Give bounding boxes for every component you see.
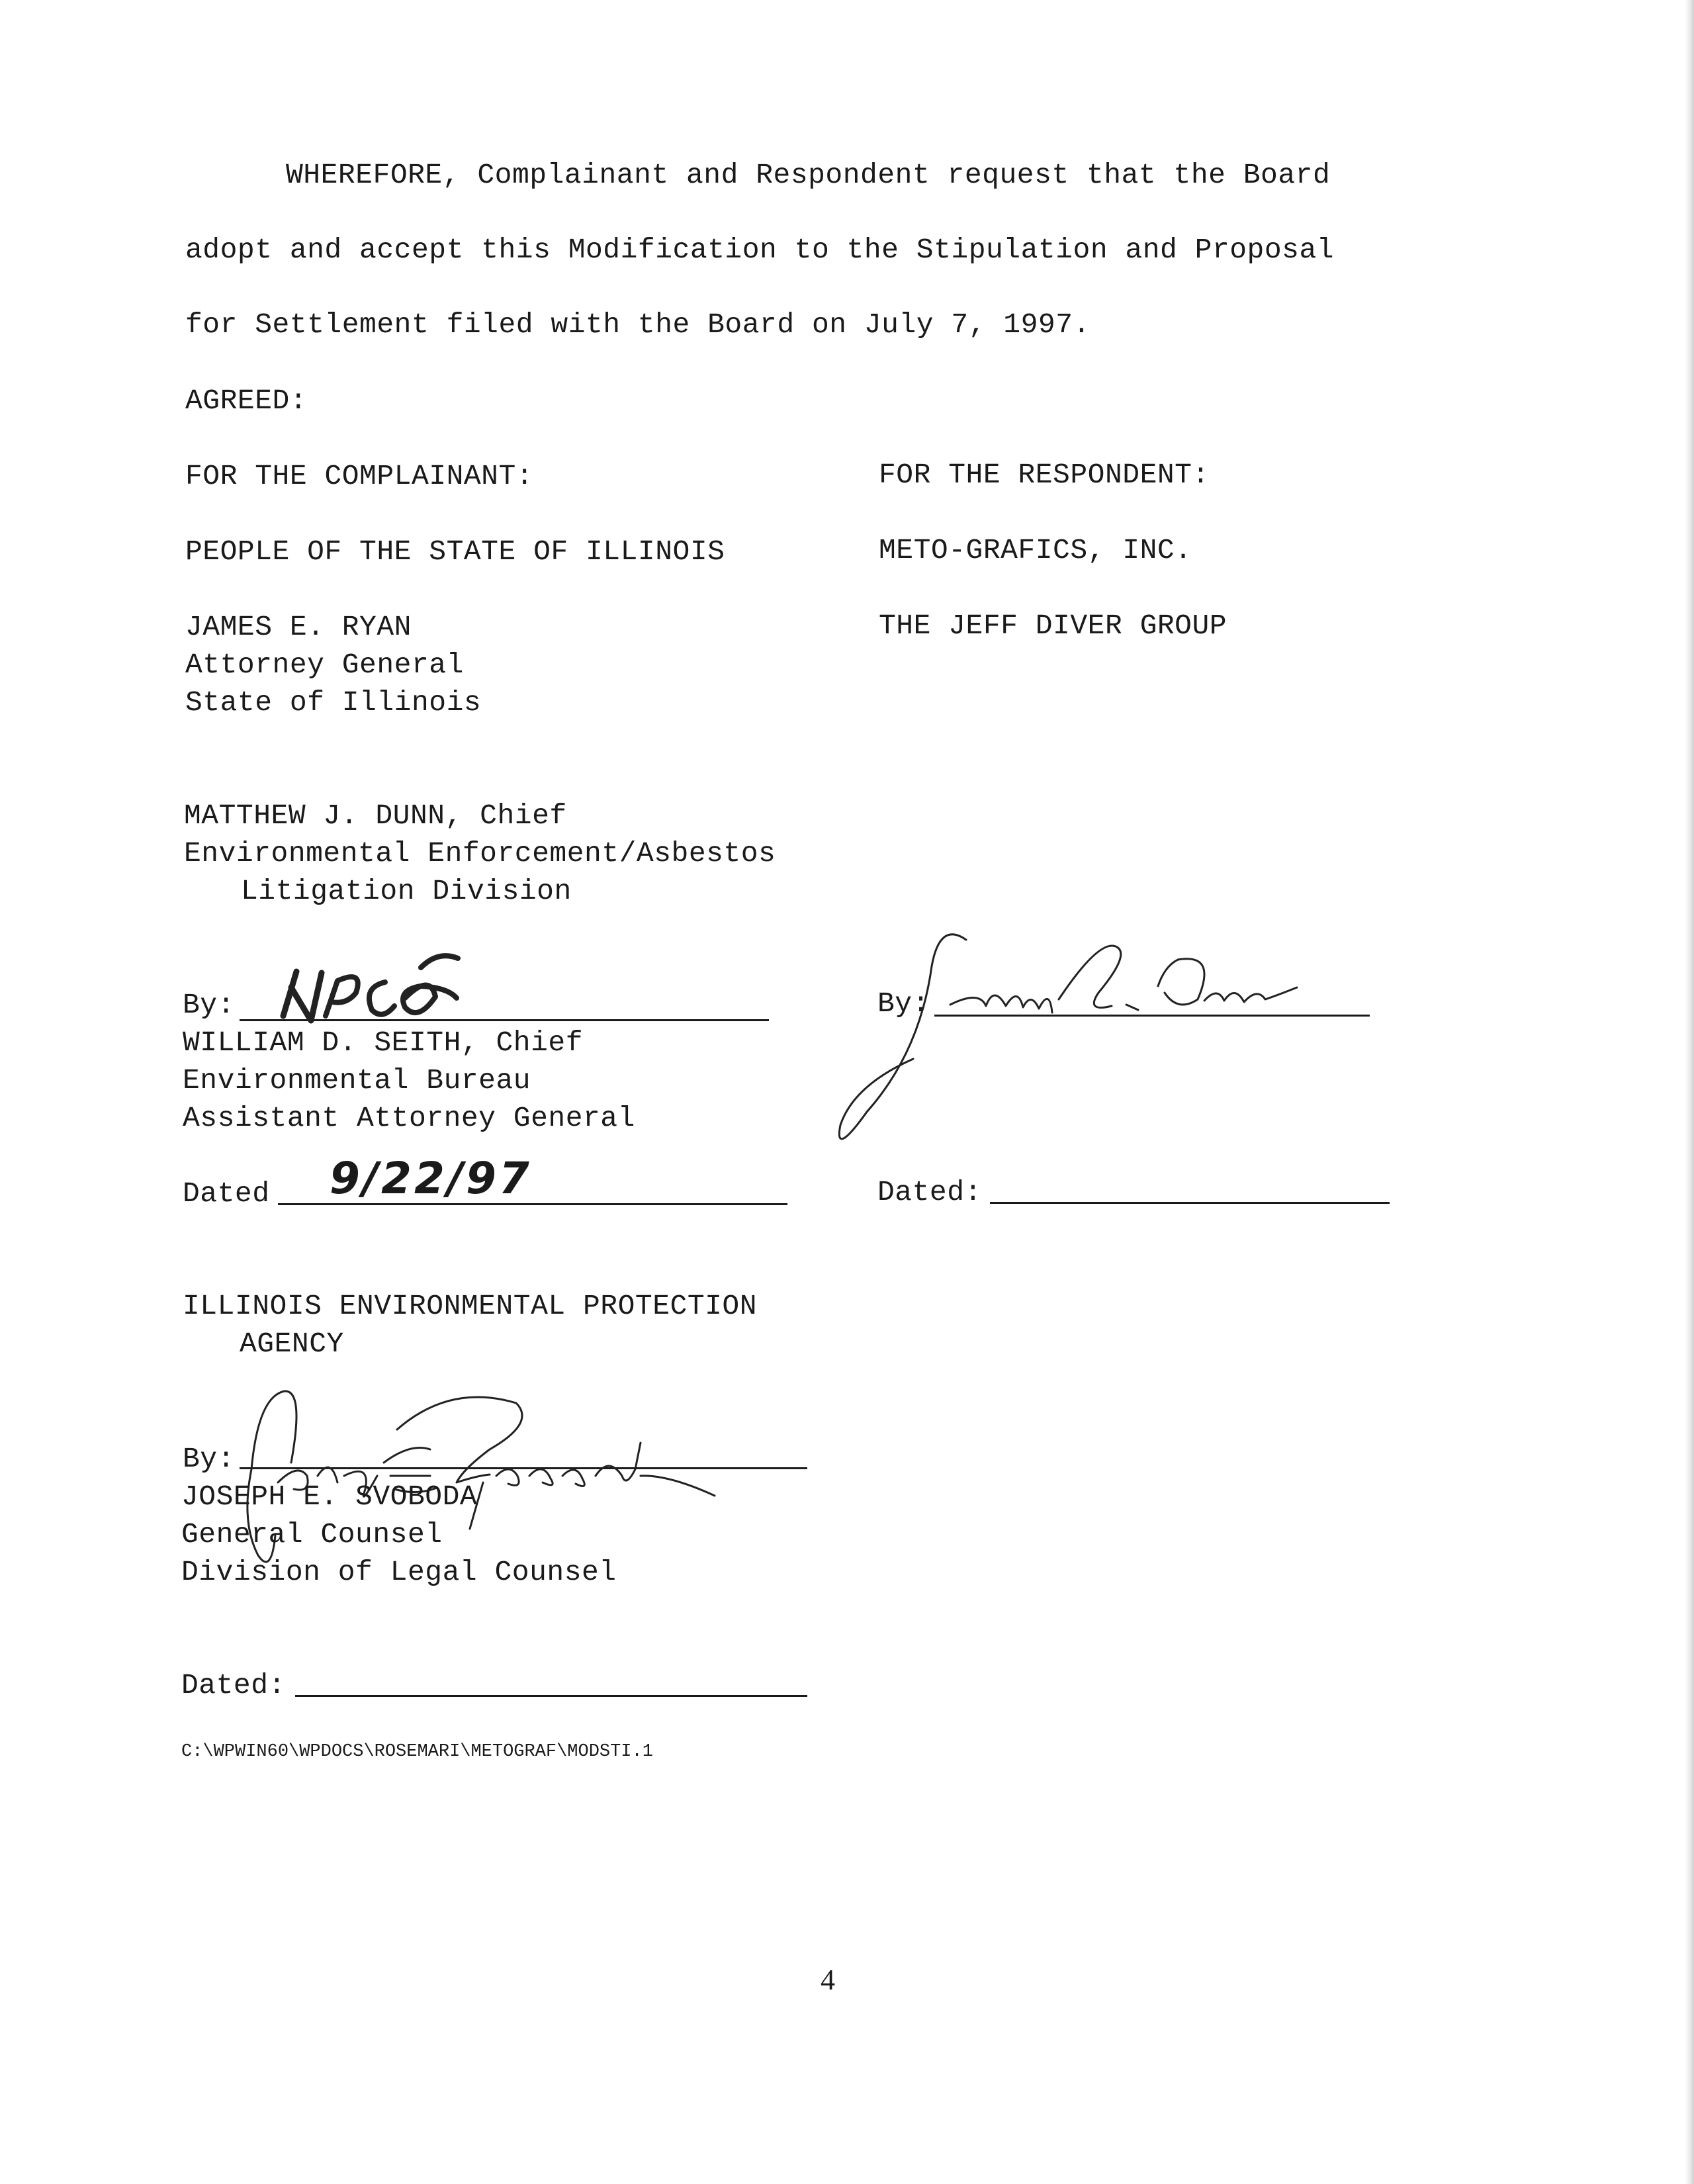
attorney-general-name: JAMES E. RYAN (185, 611, 412, 643)
file-path: C:\WPWIN60\WPDOCS\ROSEMARI\METOGRAF\MODSTI.1 (181, 1742, 653, 1762)
seith-name: WILLIAM D. SEITH, Chief (183, 1026, 583, 1059)
scan-edge (1685, 0, 1694, 2184)
respondent-counsel: THE JEFF DIVER GROUP (879, 610, 1227, 642)
paragraph-line-3: for Settlement filed with the Board on July 7, 1997. (185, 308, 1091, 341)
respondent-heading: FOR THE RESPONDENT: (879, 459, 1210, 491)
agency-dated-label: Dated: (181, 1669, 286, 1702)
seith-title-1: Environmental Bureau (183, 1064, 531, 1097)
respondent-party: METO-GRAFICS, INC. (879, 534, 1192, 567)
complainant-dated-value: 9/22/97 (330, 1153, 532, 1204)
seith-title-2: Assistant Attorney General (183, 1102, 635, 1134)
division-line-2: Litigation Division (241, 875, 572, 907)
respondent-by-label: By: (877, 987, 930, 1020)
agency-dated-line (295, 1695, 807, 1697)
svoboda-title-1: General Counsel (181, 1518, 443, 1551)
paragraph-line-1: WHEREFORE, Complainant and Respondent request that the Board (286, 159, 1331, 191)
agency-name-1: ILLINOIS ENVIRONMENTAL PROTECTION (183, 1290, 758, 1322)
diver-signature (821, 927, 1350, 1165)
svoboda-title-2: Division of Legal Counsel (181, 1556, 617, 1588)
respondent-dated-label: Dated: (877, 1176, 982, 1208)
complainant-dated-label: Dated (183, 1177, 270, 1210)
agency-by-label: By: (183, 1443, 235, 1475)
division-chief-name: MATTHEW J. DUNN, Chief (184, 799, 567, 832)
complainant-heading: FOR THE COMPLAINANT: (185, 460, 534, 492)
page-number: 4 (821, 1964, 835, 1996)
agency-name-2: AGENCY (240, 1328, 344, 1360)
complainant-by-label: By: (183, 989, 235, 1021)
complainant-party: PEOPLE OF THE STATE OF ILLINOIS (185, 535, 725, 568)
svoboda-name: JOSEPH E. SVOBODA (181, 1480, 478, 1513)
attorney-general-state: State of Illinois (185, 686, 482, 719)
division-line-1: Environmental Enforcement/Asbestos (184, 837, 776, 870)
respondent-dated-line (990, 1202, 1390, 1204)
agreed-label: AGREED: (185, 385, 308, 417)
attorney-general-title: Attorney General (185, 649, 464, 681)
seith-signature (265, 946, 490, 1032)
paragraph-line-2: adopt and accept this Modification to the Stipulation and Proposal (185, 234, 1335, 266)
